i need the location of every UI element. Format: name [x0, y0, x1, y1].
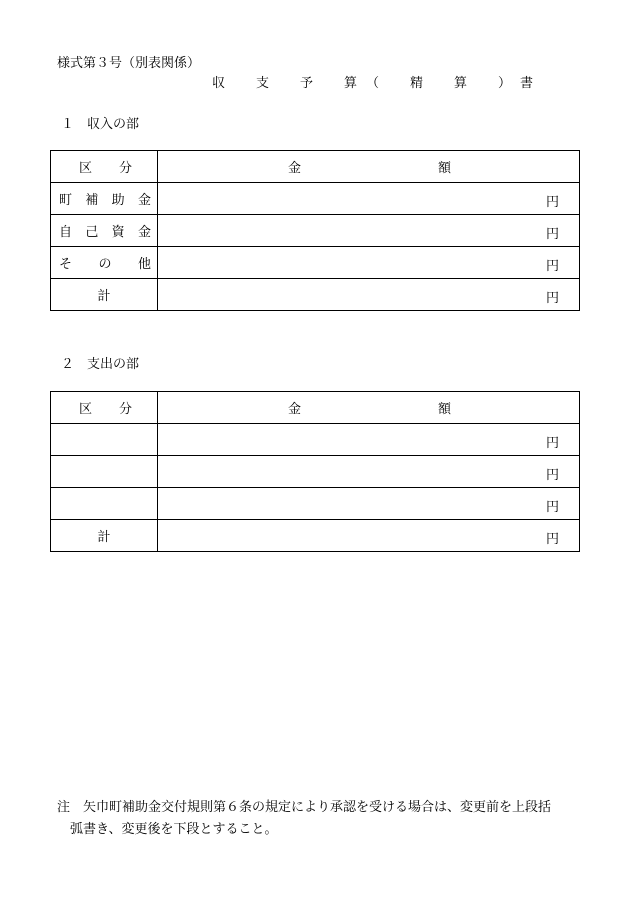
table-row — [51, 456, 580, 488]
table-header-row — [51, 151, 580, 183]
header-category-char: 区 — [79, 161, 93, 176]
category-char: 金 — [137, 193, 151, 208]
amount-cell[interactable] — [158, 183, 580, 215]
category-cell-own-funds — [51, 215, 158, 247]
total-amount-cell[interactable] — [158, 279, 580, 311]
amount-cell[interactable] — [158, 215, 580, 247]
category-char: 資 — [111, 225, 125, 240]
category-char: そ — [59, 257, 73, 272]
footnote-line-1: 注 矢巾町補助金交付規則第６条の規定により承認を受ける場合は、変更前を上段括 — [57, 800, 552, 815]
table-header-row — [51, 392, 580, 424]
table-row — [51, 488, 580, 520]
category-cell-empty[interactable] — [51, 488, 158, 520]
header-category-cell — [51, 151, 158, 183]
header-amount-char: 額 — [437, 161, 451, 176]
category-char: 助 — [111, 193, 125, 208]
table-row — [51, 183, 580, 215]
expense-table — [50, 391, 580, 552]
category-char: 他 — [137, 257, 151, 272]
category-cell-empty[interactable] — [51, 424, 158, 456]
header-category-cell — [51, 392, 158, 424]
yen-unit: 円 — [545, 436, 559, 451]
table-row — [51, 247, 580, 279]
header-amount-cell — [158, 151, 580, 183]
total-label-cell: 計 — [51, 279, 158, 311]
total-label-cell: 計 — [51, 520, 158, 552]
category-char: の — [98, 257, 112, 272]
yen-unit: 円 — [545, 259, 559, 274]
table-total-row — [51, 520, 580, 552]
table-row — [51, 424, 580, 456]
category-char: 町 — [59, 193, 73, 208]
category-cell-other — [51, 247, 158, 279]
yen-unit: 円 — [545, 468, 559, 483]
amount-cell[interactable] — [158, 488, 580, 520]
total-amount-cell[interactable] — [158, 520, 580, 552]
amount-cell[interactable] — [158, 247, 580, 279]
header-amount-char: 金 — [288, 402, 302, 417]
header-category-char: 分 — [118, 161, 132, 176]
header-amount-cell — [158, 392, 580, 424]
header-amount-char: 金 — [288, 161, 302, 176]
yen-unit: 円 — [545, 532, 559, 547]
header-category-char: 区 — [79, 402, 93, 417]
header-amount-char: 額 — [437, 402, 451, 417]
form-number: 様式第３号（別表関係） — [57, 56, 201, 71]
document-title: 収 支 予 算（ 精 算 ）書 — [212, 76, 543, 91]
category-char: 己 — [85, 225, 99, 240]
table-total-row — [51, 279, 580, 311]
income-section-heading: １ 収入の部 — [61, 117, 140, 132]
expense-section-heading: ２ 支出の部 — [61, 357, 140, 372]
category-char: 金 — [137, 225, 151, 240]
footnote-line-2: 弧書き、変更後を下段とすること。 — [70, 822, 278, 837]
amount-cell[interactable] — [158, 456, 580, 488]
category-cell-town-subsidy — [51, 183, 158, 215]
header-category-char: 分 — [118, 402, 132, 417]
yen-unit: 円 — [545, 291, 559, 306]
yen-unit: 円 — [545, 227, 559, 242]
footnote — [57, 797, 551, 841]
yen-unit: 円 — [545, 195, 559, 210]
category-char: 補 — [85, 193, 99, 208]
table-row — [51, 215, 580, 247]
category-cell-empty[interactable] — [51, 456, 158, 488]
income-table — [50, 150, 580, 311]
amount-cell[interactable] — [158, 424, 580, 456]
category-char: 自 — [59, 225, 73, 240]
yen-unit: 円 — [545, 500, 559, 515]
